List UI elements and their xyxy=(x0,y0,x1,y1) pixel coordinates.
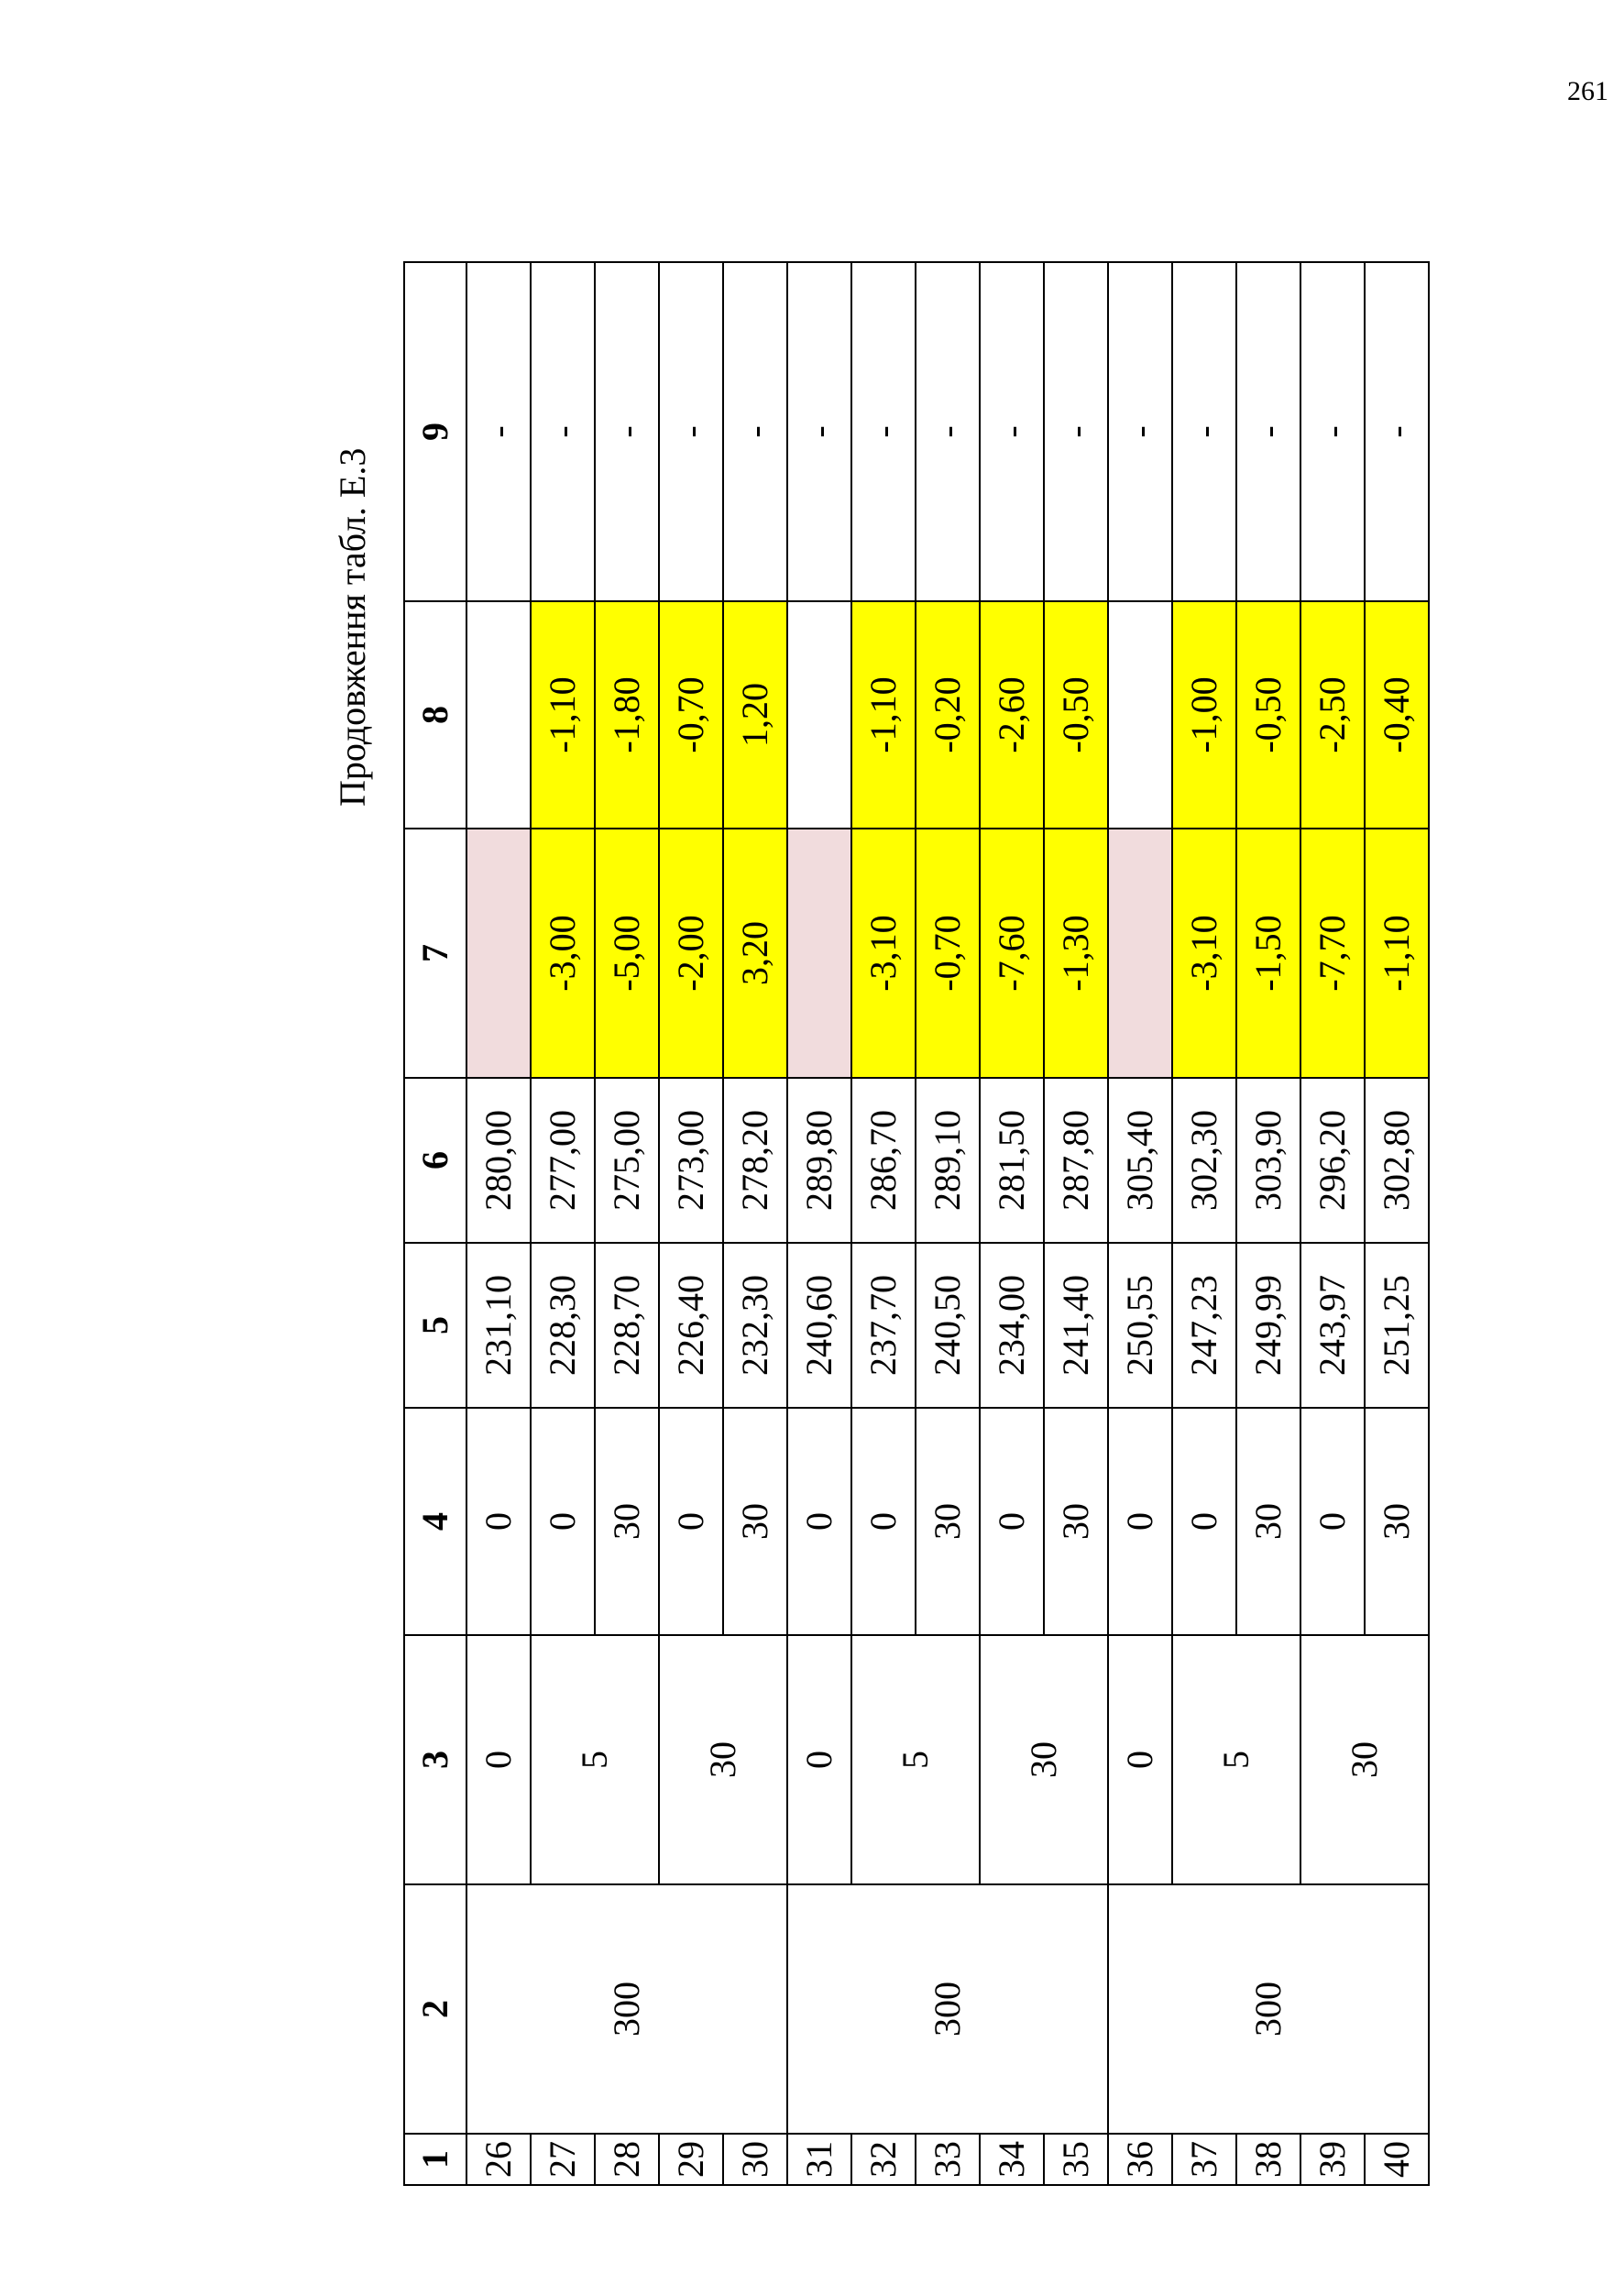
col4-cell: 0 xyxy=(466,1408,531,1635)
col6-cell: 273,00 xyxy=(659,1078,723,1243)
col5-cell: 251,25 xyxy=(1365,1243,1429,1408)
col8-cell: -1,10 xyxy=(531,601,595,829)
col7-cell: -2,00 xyxy=(659,829,723,1078)
col8-cell: -1,00 xyxy=(1172,601,1236,829)
col6-cell: 278,20 xyxy=(723,1078,787,1243)
col9-cell: - xyxy=(1108,262,1172,601)
header-cell-1: 1 xyxy=(404,2134,466,2185)
group-value-cell: 300 xyxy=(466,1884,787,2134)
col6-cell: 280,00 xyxy=(466,1078,531,1243)
col6-cell: 289,80 xyxy=(787,1078,851,1243)
col9-cell: - xyxy=(1044,262,1108,601)
row-number-cell: 31 xyxy=(787,2134,851,2185)
col8-cell: -0,50 xyxy=(1236,601,1300,829)
col9-cell: - xyxy=(595,262,659,601)
group-value-cell: 300 xyxy=(787,1884,1108,2134)
col9-cell: - xyxy=(723,262,787,601)
col5-cell: 240,50 xyxy=(916,1243,980,1408)
col4-cell: 0 xyxy=(1108,1408,1172,1635)
col6-cell: 305,40 xyxy=(1108,1078,1172,1243)
header-row xyxy=(404,262,466,2185)
table-row xyxy=(787,262,851,2185)
col9-cell: - xyxy=(851,262,916,601)
header-cell-9: 9 xyxy=(404,262,466,601)
col4-cell: 0 xyxy=(787,1408,851,1635)
table-body xyxy=(404,262,1429,2185)
col4-cell: 30 xyxy=(723,1408,787,1635)
table-caption: Продовження табл. Е.3 xyxy=(332,447,373,807)
col9-cell: - xyxy=(1365,262,1429,601)
col7-cell: -5,00 xyxy=(595,829,659,1078)
col6-cell: 302,30 xyxy=(1172,1078,1236,1243)
col4-cell: 30 xyxy=(1236,1408,1300,1635)
table-row xyxy=(466,262,531,2185)
col7-cell: -1,10 xyxy=(1365,829,1429,1078)
col4-cell: 30 xyxy=(1365,1408,1429,1635)
col9-cell: - xyxy=(466,262,531,601)
row-number-cell: 40 xyxy=(1365,2134,1429,2185)
col7-cell: -7,60 xyxy=(980,829,1044,1078)
col8-cell: -0,20 xyxy=(916,601,980,829)
header-cell-5: 5 xyxy=(404,1243,466,1408)
col8-cell: -2,50 xyxy=(1300,601,1365,829)
col9-cell: - xyxy=(1236,262,1300,601)
col8-cell: -1,80 xyxy=(595,601,659,829)
subgroup-value-cell: 30 xyxy=(659,1635,787,1884)
col7-cell: -3,00 xyxy=(531,829,595,1078)
col4-cell: 30 xyxy=(595,1408,659,1635)
row-number-cell: 28 xyxy=(595,2134,659,2185)
subgroup-value-cell: 0 xyxy=(466,1635,531,1884)
col8-cell: -0,50 xyxy=(1044,601,1108,829)
col8-cell: 1,20 xyxy=(723,601,787,829)
subgroup-value-cell: 0 xyxy=(787,1635,851,1884)
col5-cell: 231,10 xyxy=(466,1243,531,1408)
col5-cell: 232,30 xyxy=(723,1243,787,1408)
col4-cell: 30 xyxy=(916,1408,980,1635)
col8-cell: -2,60 xyxy=(980,601,1044,829)
col4-cell: 0 xyxy=(851,1408,916,1635)
col5-cell: 247,23 xyxy=(1172,1243,1236,1408)
col4-cell: 0 xyxy=(1172,1408,1236,1635)
subgroup-value-cell: 30 xyxy=(980,1635,1108,1884)
header-cell-8: 8 xyxy=(404,601,466,829)
subgroup-value-cell: 5 xyxy=(1172,1635,1300,1884)
col9-cell: - xyxy=(531,262,595,601)
col8-cell xyxy=(466,601,531,829)
col7-cell xyxy=(787,829,851,1078)
row-number-cell: 26 xyxy=(466,2134,531,2185)
col7-cell: -1,30 xyxy=(1044,829,1108,1078)
row-number-cell: 32 xyxy=(851,2134,916,2185)
col5-cell: 234,00 xyxy=(980,1243,1044,1408)
row-number-cell: 30 xyxy=(723,2134,787,2185)
col5-cell: 241,40 xyxy=(1044,1243,1108,1408)
col6-cell: 303,90 xyxy=(1236,1078,1300,1243)
page-number: 261 xyxy=(1567,76,1608,106)
col8-cell: -0,70 xyxy=(659,601,723,829)
row-number-cell: 36 xyxy=(1108,2134,1172,2185)
col6-cell: 281,50 xyxy=(980,1078,1044,1243)
col5-cell: 243,97 xyxy=(1300,1243,1365,1408)
header-cell-3: 3 xyxy=(404,1635,466,1884)
header-cell-2: 2 xyxy=(404,1884,466,2134)
header-cell-7: 7 xyxy=(404,829,466,1078)
col7-cell: -0,70 xyxy=(916,829,980,1078)
col9-cell: - xyxy=(1172,262,1236,601)
col7-cell: -3,10 xyxy=(1172,829,1236,1078)
group-value-cell: 300 xyxy=(1108,1884,1429,2134)
col6-cell: 289,10 xyxy=(916,1078,980,1243)
col9-cell: - xyxy=(659,262,723,601)
col5-cell: 240,60 xyxy=(787,1243,851,1408)
data-table xyxy=(403,261,1430,2186)
col4-cell: 0 xyxy=(980,1408,1044,1635)
subgroup-value-cell: 30 xyxy=(1300,1635,1429,1884)
row-number-cell: 37 xyxy=(1172,2134,1236,2185)
col8-cell: -1,10 xyxy=(851,601,916,829)
col9-cell: - xyxy=(787,262,851,601)
col7-cell: -1,50 xyxy=(1236,829,1300,1078)
subgroup-value-cell: 5 xyxy=(531,1635,659,1884)
col8-cell: -0,40 xyxy=(1365,601,1429,829)
header-cell-6: 6 xyxy=(404,1078,466,1243)
row-number-cell: 39 xyxy=(1300,2134,1365,2185)
table-row xyxy=(1108,262,1172,2185)
col6-cell: 286,70 xyxy=(851,1078,916,1243)
col7-cell: -7,70 xyxy=(1300,829,1365,1078)
subgroup-value-cell: 0 xyxy=(1108,1635,1172,1884)
col5-cell: 228,70 xyxy=(595,1243,659,1408)
col7-cell: -3,10 xyxy=(851,829,916,1078)
col4-cell: 30 xyxy=(1044,1408,1108,1635)
col4-cell: 0 xyxy=(659,1408,723,1635)
row-number-cell: 35 xyxy=(1044,2134,1108,2185)
col6-cell: 296,20 xyxy=(1300,1078,1365,1243)
col9-cell: - xyxy=(1300,262,1365,601)
table-wrap xyxy=(403,261,1430,2186)
col9-cell: - xyxy=(980,262,1044,601)
col7-cell xyxy=(1108,829,1172,1078)
col8-cell xyxy=(787,601,851,829)
row-number-cell: 38 xyxy=(1236,2134,1300,2185)
row-number-cell: 27 xyxy=(531,2134,595,2185)
col6-cell: 287,80 xyxy=(1044,1078,1108,1243)
row-number-cell: 34 xyxy=(980,2134,1044,2185)
header-cell-4: 4 xyxy=(404,1408,466,1635)
col8-cell xyxy=(1108,601,1172,829)
col4-cell: 0 xyxy=(531,1408,595,1635)
row-number-cell: 33 xyxy=(916,2134,980,2185)
rotated-table-region xyxy=(325,78,1417,2186)
subgroup-value-cell: 5 xyxy=(851,1635,980,1884)
col9-cell: - xyxy=(916,262,980,601)
col4-cell: 0 xyxy=(1300,1408,1365,1635)
col5-cell: 228,30 xyxy=(531,1243,595,1408)
col5-cell: 226,40 xyxy=(659,1243,723,1408)
row-number-cell: 29 xyxy=(659,2134,723,2185)
col6-cell: 302,80 xyxy=(1365,1078,1429,1243)
col5-cell: 250,55 xyxy=(1108,1243,1172,1408)
col5-cell: 249,99 xyxy=(1236,1243,1300,1408)
col7-cell: 3,20 xyxy=(723,829,787,1078)
col7-cell xyxy=(466,829,531,1078)
col6-cell: 275,00 xyxy=(595,1078,659,1243)
col5-cell: 237,70 xyxy=(851,1243,916,1408)
col6-cell: 277,00 xyxy=(531,1078,595,1243)
